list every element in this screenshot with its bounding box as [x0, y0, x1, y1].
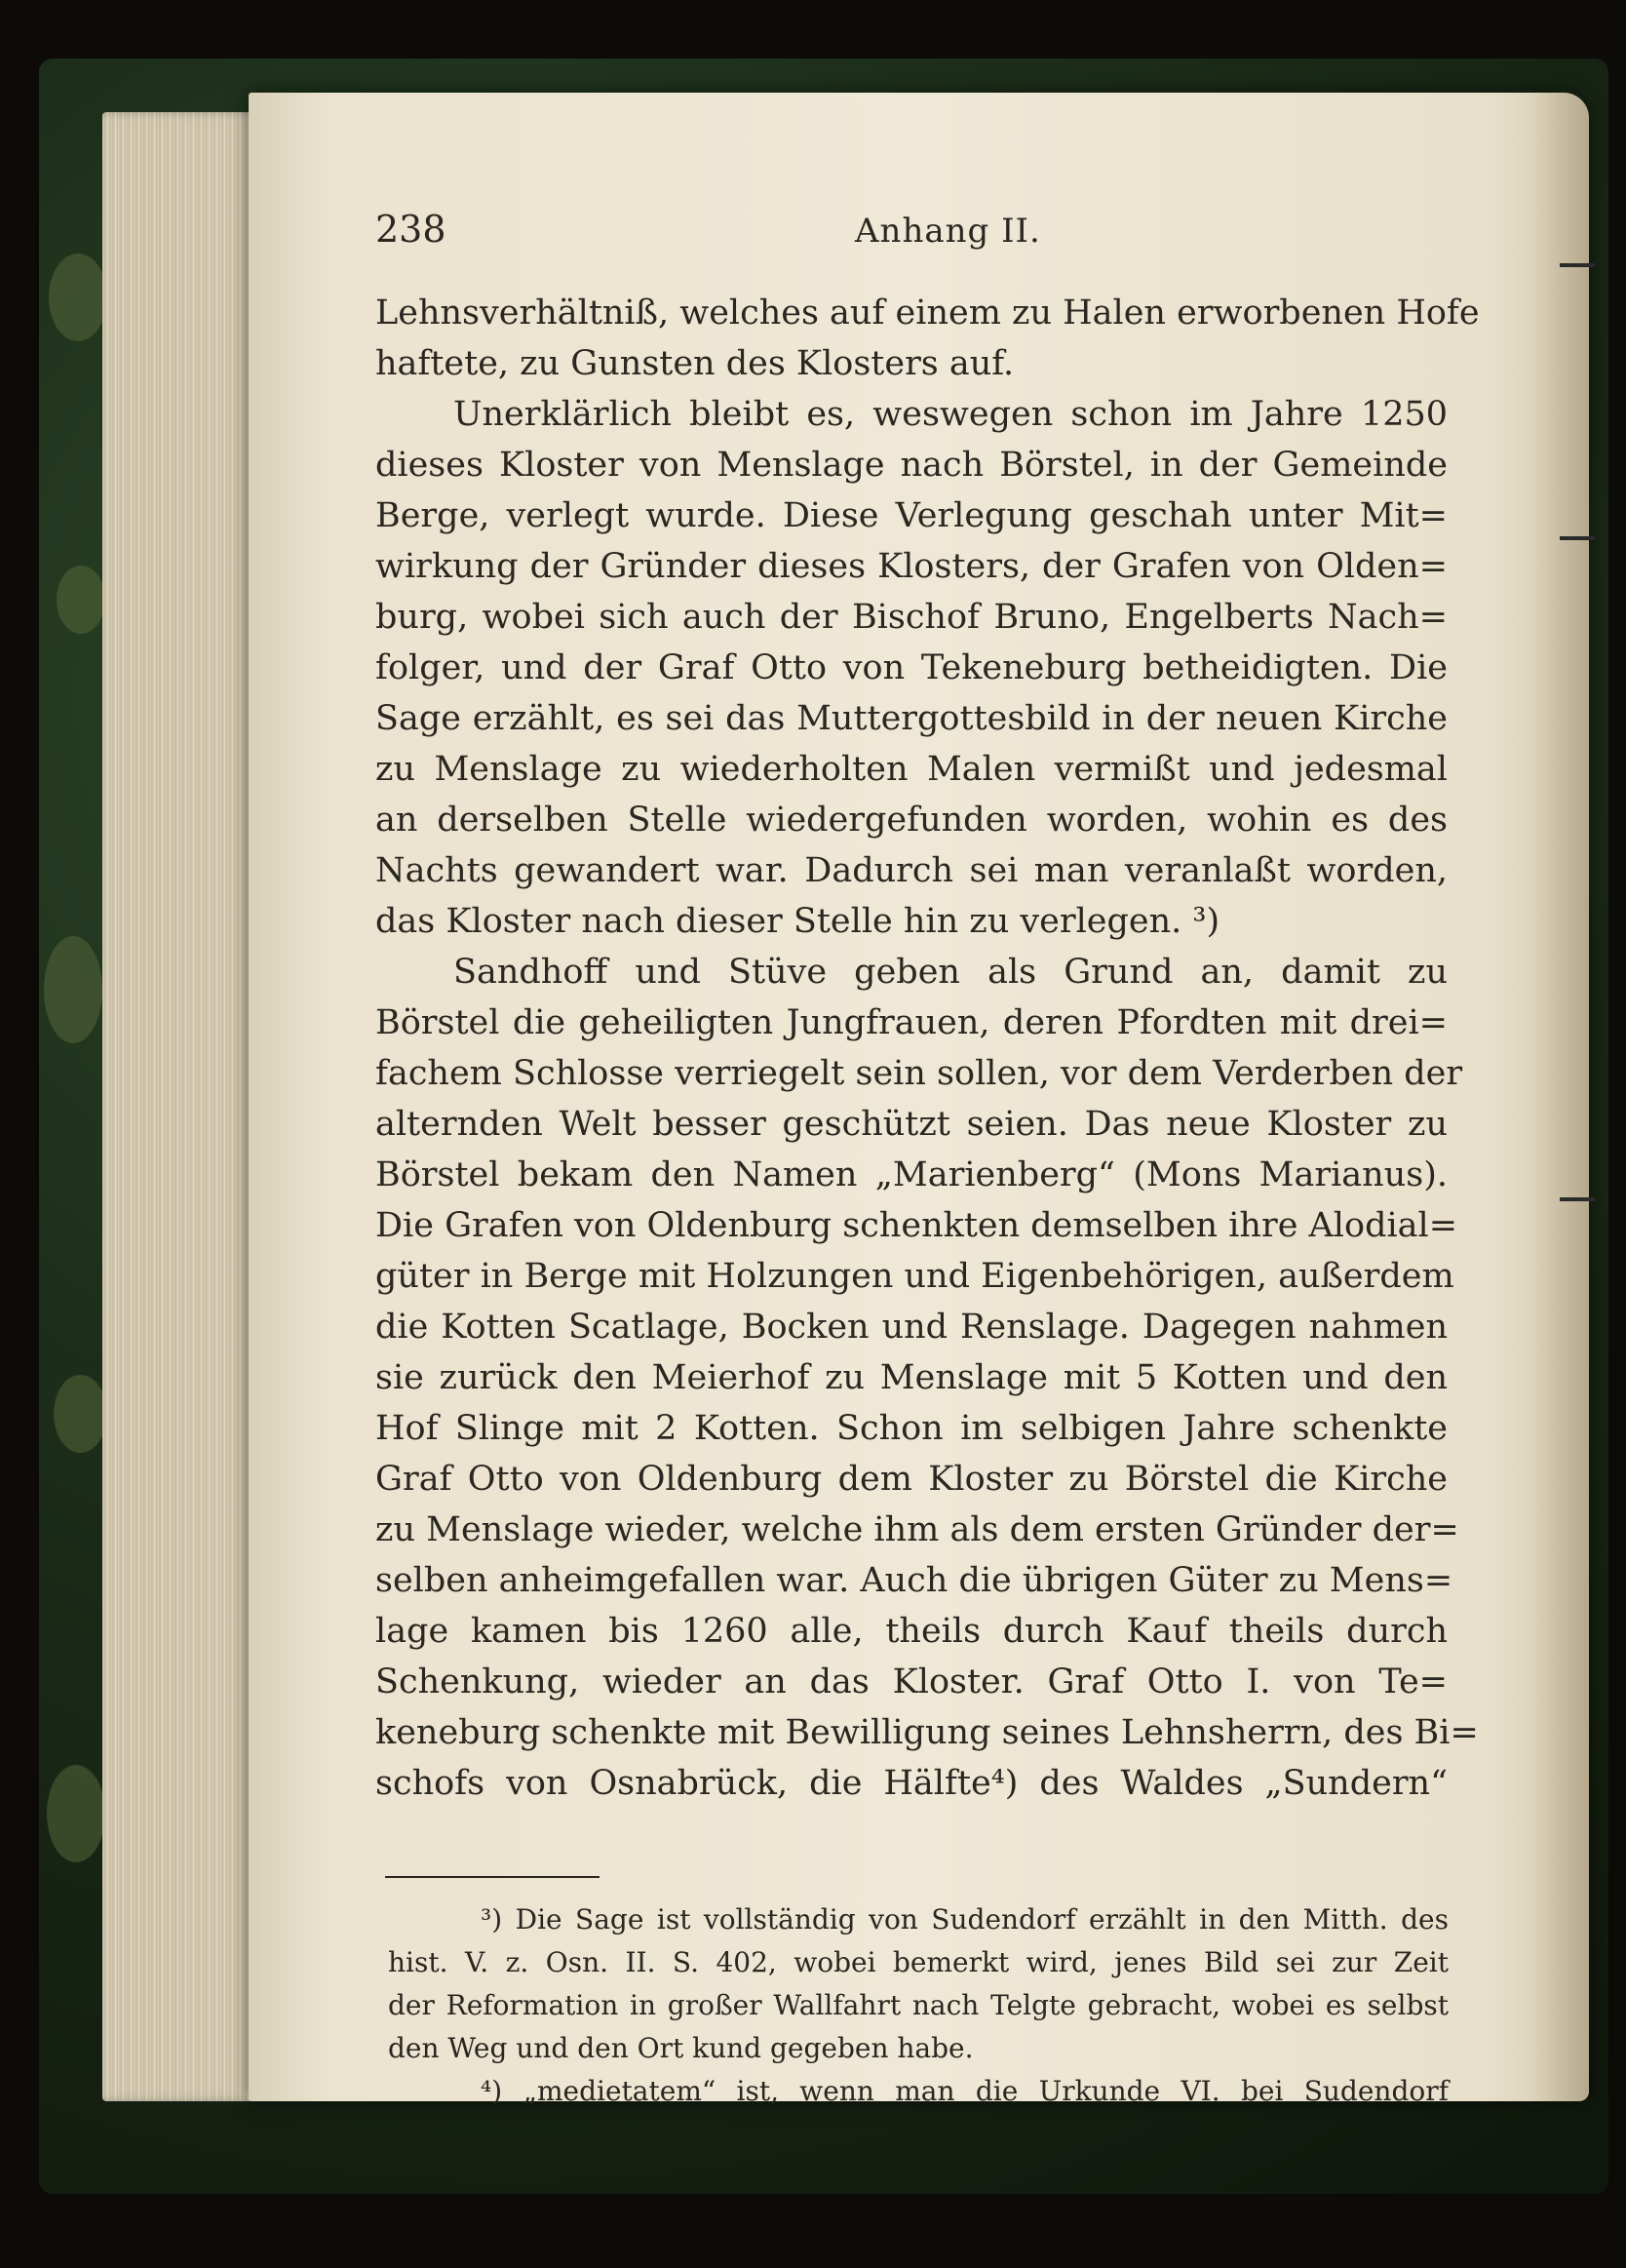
text-line: zu Menslage wieder, welche ihm als dem ersten Gründer der=: [375, 1510, 1459, 1549]
text-line: Hof Slinge mit 2 Kotten. Schon im selbigen Jahre schenkte: [375, 1409, 1448, 1448]
text-line: Börstel bekam den Namen „Marienberg“ (Mons Marianus).: [375, 1155, 1448, 1194]
text-line: Lehnsverhältniß, welches auf einem zu Halen erworbenen Hofe: [375, 293, 1480, 332]
footnote-line: hist. V. z. Osn. II. S. 402, wobei bemerkt wird, jenes Bild sei zur Zeit: [388, 1946, 1449, 1978]
text-line: an derselben Stelle wiedergefunden worden, wohin es des: [375, 801, 1448, 840]
text-line: Berge, verlegt wurde. Diese Verlegung geschah unter Mit=: [375, 496, 1448, 535]
margin-mark: [1560, 536, 1595, 540]
text-line: Nachts gewandert war. Dadurch sei man veranlaßt worden,: [375, 851, 1448, 890]
text-line: zu Menslage zu wiederholten Malen vermißt und jedesmal: [375, 750, 1448, 789]
footnote-line: der Reformation in großer Wallfahrt nach Telgte gebracht, wobei es selbst: [388, 1989, 1449, 2021]
text-line: folger, und der Graf Otto von Tekeneburg betheidigten. Die: [375, 648, 1448, 687]
footnote-divider: [385, 1876, 600, 1878]
text-line: dieses Kloster von Menslage nach Börstel, in der Gemeinde: [375, 446, 1448, 485]
text-line: wirkung der Gründer dieses Klosters, der Grafen von Olden=: [375, 547, 1448, 586]
text-line: keneburg schenkte mit Bewilligung seines Lehnsherrn, des Bi=: [375, 1713, 1479, 1752]
text-line: haftete, zu Gunsten des Klosters auf.: [375, 344, 1015, 383]
text-line: Sage erzählt, es sei das Muttergottesbild in der neuen Kirche: [375, 699, 1448, 738]
text-line: Schenkung, wieder an das Kloster. Graf Otto I. von Te=: [375, 1662, 1448, 1701]
page-stack-edge: [102, 112, 268, 2101]
footnotes: [388, 1898, 1449, 2113]
cover-marbling: [49, 254, 107, 341]
text-line: fachem Schlosse verriegelt sein sollen, vor dem Verderben der: [375, 1054, 1463, 1093]
text-line: die Kotten Scatlage, Bocken und Renslage. Dagegen nahmen: [375, 1308, 1448, 1347]
text-line: Börstel die geheiligten Jungfrauen, deren Pfordten mit drei=: [375, 1003, 1448, 1042]
text-line: güter in Berge mit Holzungen und Eigenbehörigen, außerdem: [375, 1257, 1454, 1296]
text-line: schofs von Osnabrück, die Hälfte⁴) des Waldes „Sundern“: [375, 1764, 1448, 1803]
book-page: [249, 93, 1589, 2107]
text-line: selben anheimgefallen war. Auch die übrigen Güter zu Mens=: [375, 1561, 1453, 1600]
page-number: 238: [375, 208, 446, 251]
page-gutter-shadow: [1530, 93, 1589, 2101]
text-line: Die Grafen von Oldenburg schenkten demselben ihre Alodial=: [375, 1206, 1458, 1245]
margin-mark: [1560, 263, 1595, 267]
footnote-line: ⁴) „medietatem“ ist, wenn man die Urkunde VI. bei Sudendorf: [481, 2075, 1449, 2107]
body-text: [375, 288, 1480, 1809]
text-line: lage kamen bis 1260 alle, theils durch Kauf theils durch: [375, 1612, 1448, 1651]
margin-mark: [1560, 1197, 1595, 1201]
footnote-line: ³) Die Sage ist vollständig von Sudendorf erzählt in den Mitth. des: [481, 1903, 1449, 1936]
cover-marbling: [44, 936, 102, 1043]
text-line: sie zurück den Meierhof zu Menslage mit 5 Kotten und den: [375, 1358, 1448, 1397]
footnote-line: den Weg und den Ort kund gegeben habe.: [388, 2032, 974, 2064]
text-line: Unerklärlich bleibt es, weswegen schon im Jahre 1250: [453, 395, 1448, 434]
cover-marbling: [47, 1765, 105, 1862]
cover-marbling: [54, 1375, 107, 1453]
text-line: alternden Welt besser geschützt seien. Das neue Kloster zu: [375, 1105, 1448, 1144]
text-line: Graf Otto von Oldenburg dem Kloster zu Börstel die Kirche: [375, 1460, 1448, 1499]
text-line: das Kloster nach dieser Stelle hin zu verlegen. ³): [375, 902, 1220, 941]
cover-marbling: [57, 566, 105, 634]
text-line: Sandhoff und Stüve geben als Grund an, damit zu: [453, 953, 1448, 992]
page-header: [375, 208, 1506, 276]
running-head: Anhang II.: [855, 212, 1041, 251]
text-line: burg, wobei sich auch der Bischof Bruno, Engelberts Nach=: [375, 598, 1448, 637]
